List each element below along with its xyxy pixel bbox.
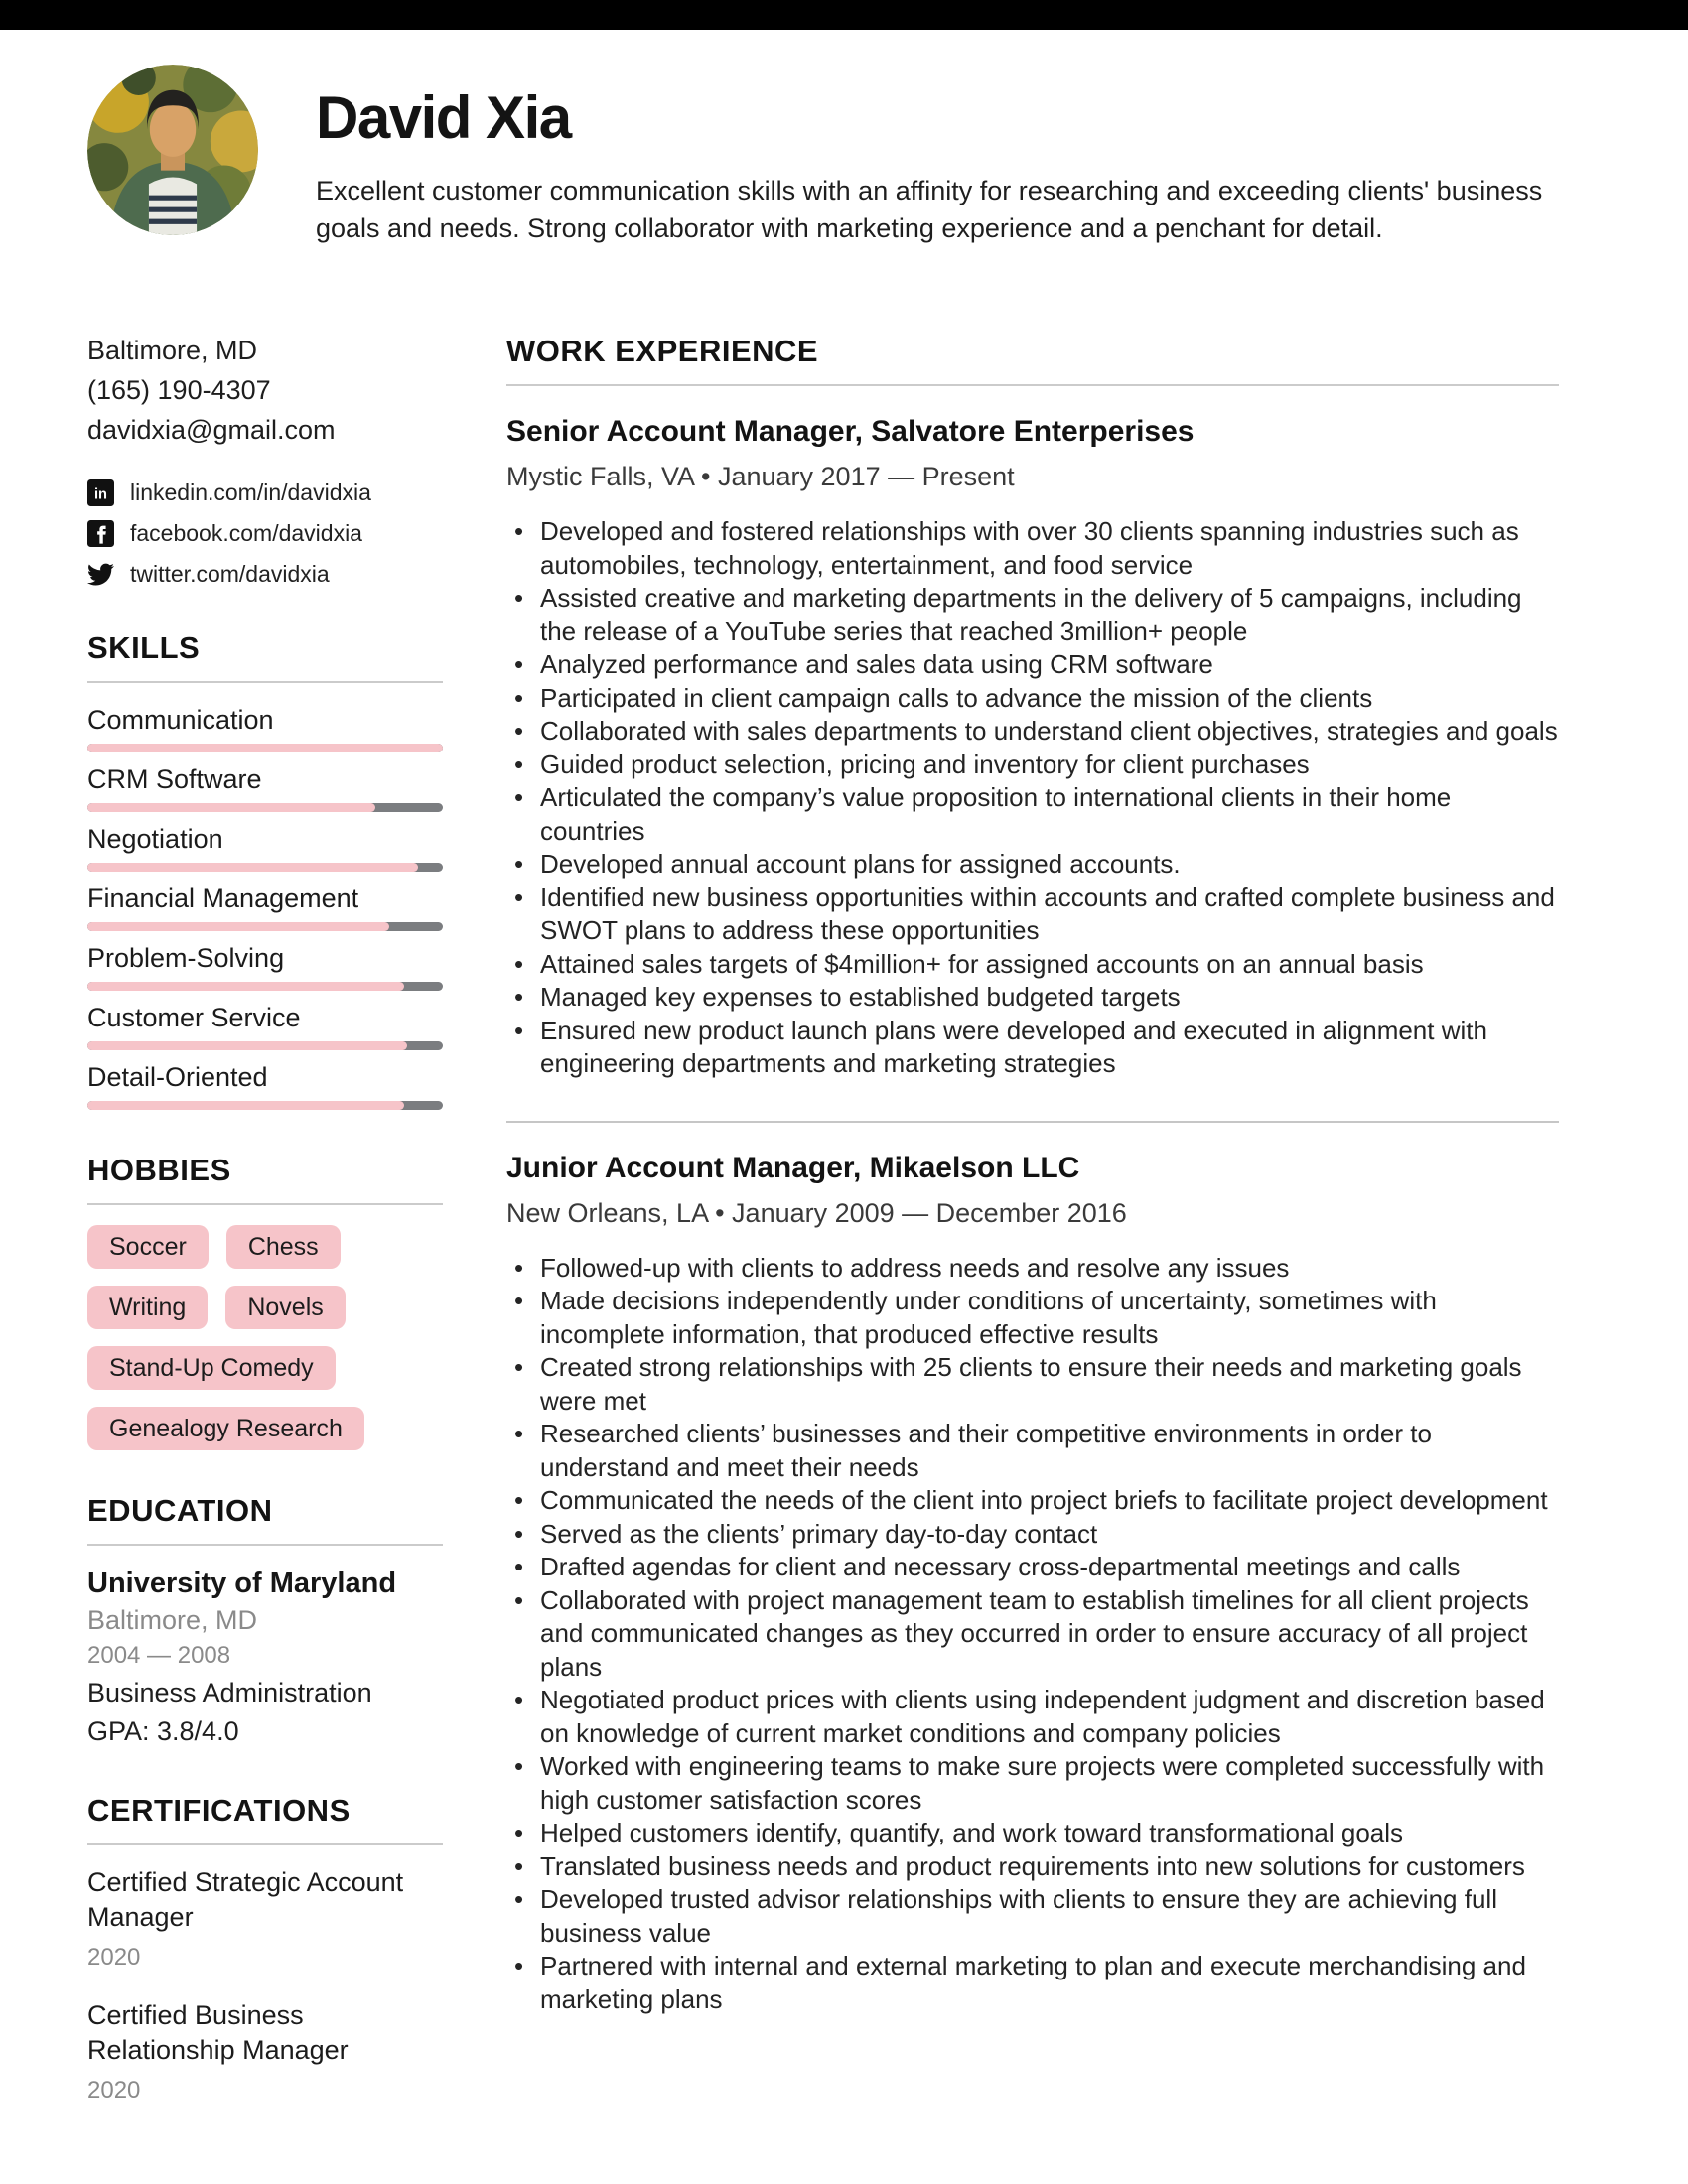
- social-link-twitter[interactable]: [87, 561, 443, 588]
- header-text: [316, 84, 1577, 247]
- certification-year: 2020: [87, 2077, 141, 2104]
- skill-progress-track: [87, 982, 443, 991]
- hobby-tag: Soccer: [87, 1225, 209, 1269]
- job-bullet: • Drafted agendas for client and necessary cross-departmental meetings and calls: [506, 1551, 1559, 1584]
- hobbies-section: [87, 1154, 443, 1450]
- education-location: Baltimore, MD: [87, 1605, 258, 1635]
- job-bullet: • Communicated the needs of the client into project briefs to facilitate project development: [506, 1484, 1559, 1518]
- section-divider: [506, 384, 1559, 386]
- skill-label: Detail-Oriented: [87, 1062, 268, 1092]
- skill-progress-fill: [87, 744, 443, 752]
- skill-label: Financial Management: [87, 884, 359, 913]
- job-bullet: • Analyzed performance and sales data using CRM software: [506, 648, 1559, 682]
- certification-entry: [87, 1998, 443, 2106]
- profile-photo-image: [87, 65, 258, 235]
- skills-list: [87, 705, 443, 1110]
- skill-label: Communication: [87, 705, 274, 735]
- skill-progress-fill: [87, 982, 404, 991]
- certification-entry: [87, 1865, 443, 1973]
- hobbies-heading: HOBBIES: [87, 1153, 231, 1187]
- job-bullet-list: [506, 515, 1559, 1081]
- certifications-heading: CERTIFICATIONS: [87, 1793, 351, 1828]
- job-entry: [506, 414, 1559, 1081]
- job-bullet: • Helped customers identify, quantify, and work toward transformational goals: [506, 1817, 1559, 1850]
- facebook-icon: [87, 520, 114, 547]
- skill-row: [87, 884, 443, 931]
- social-link-label: linkedin.com/in/davidxia: [130, 479, 371, 505]
- job-bullet: • Articulated the company’s value proposition to international clients in their home countries: [506, 781, 1559, 848]
- education-gpa: GPA: 3.8/4.0: [87, 1716, 239, 1746]
- job-bullet-list: [506, 1252, 1559, 2017]
- education-section: [87, 1494, 443, 1750]
- social-link-label: twitter.com/davidxia: [130, 561, 330, 587]
- skill-progress-fill: [87, 1041, 407, 1050]
- left-sidebar: [87, 247, 443, 2106]
- education-degree: Business Administration: [87, 1678, 372, 1707]
- job-bullet: • Partnered with internal and external marketing to plan and execute merchandising and marketing plans: [506, 1950, 1559, 2016]
- skill-row: [87, 824, 443, 872]
- contact-block: [87, 331, 443, 450]
- contact-email: davidxia@gmail.com: [87, 415, 336, 445]
- job-bullet: • Collaborated with sales departments to understand client objectives, strategies and goals: [506, 715, 1559, 749]
- job-bullet: • Identified new business opportunities within accounts and crafted complete business and SWOT plans to address these opportunities: [506, 882, 1559, 948]
- section-divider: [87, 681, 443, 683]
- job-bullet: • Ensured new product launch plans were developed and executed in alignment with engineering departments and marketing strategies: [506, 1015, 1559, 1081]
- resume-body: [0, 247, 1688, 2106]
- skill-progress-track: [87, 922, 443, 931]
- main-column: [506, 247, 1559, 2016]
- job-bullet: • Followed-up with clients to address needs and resolve any issues: [506, 1252, 1559, 1286]
- certifications-list: [87, 1865, 443, 2106]
- job-bullet: • Made decisions independently under conditions of uncertainty, sometimes with incomplete information, that produced effective results: [506, 1285, 1559, 1351]
- skill-row: [87, 1062, 443, 1110]
- skill-progress-fill: [87, 1101, 404, 1110]
- social-link-facebook[interactable]: [87, 520, 443, 547]
- social-links: [87, 479, 443, 588]
- education-school: University of Maryland: [87, 1568, 397, 1599]
- svg-text:in: in: [94, 486, 107, 503]
- social-link-linkedin[interactable]: [87, 479, 443, 506]
- twitter-icon: [87, 561, 114, 588]
- education-dates: 2004 — 2008: [87, 1642, 231, 1669]
- job-bullet: • Served as the clients’ primary day-to-day contact: [506, 1518, 1559, 1552]
- job-bullet: • Guided product selection, pricing and inventory for client purchases: [506, 749, 1559, 782]
- job-bullet: • Translated business needs and product requirements into new solutions for customers: [506, 1850, 1559, 1884]
- job-entry: [506, 1151, 1559, 2017]
- skill-row: [87, 943, 443, 991]
- skill-progress-track: [87, 803, 443, 812]
- job-bullet: • Assisted creative and marketing departments in the delivery of 5 campaigns, including the release of a YouTube series that reached 3million+ people: [506, 582, 1559, 648]
- section-divider: [87, 1843, 443, 1845]
- hobby-tag: Genealogy Research: [87, 1407, 364, 1450]
- linkedin-icon: [87, 479, 114, 506]
- skill-row: [87, 1003, 443, 1050]
- jobs-list: [506, 414, 1559, 2016]
- job-meta: Mystic Falls, VA • January 2017 — Present: [506, 462, 1015, 491]
- job-bullet: • Created strong relationships with 25 clients to ensure their needs and marketing goals were met: [506, 1351, 1559, 1418]
- job-bullet: • Developed annual account plans for assigned accounts.: [506, 848, 1559, 882]
- top-accent-bar: [0, 0, 1688, 30]
- work-experience-heading: WORK EXPERIENCE: [506, 334, 819, 368]
- hobby-tag: Stand-Up Comedy: [87, 1346, 336, 1390]
- hobbies-list: [87, 1225, 443, 1450]
- skill-progress-track: [87, 1041, 443, 1050]
- job-bullet: • Worked with engineering teams to make sure projects were completed successfully with high customer satisfaction scores: [506, 1750, 1559, 1817]
- hobby-tag: Writing: [87, 1286, 208, 1329]
- job-bullet: • Attained sales targets of $4million+ for assigned accounts on an annual basis: [506, 948, 1559, 982]
- hobby-tag: Chess: [226, 1225, 341, 1269]
- skill-label: Negotiation: [87, 824, 223, 854]
- skill-progress-fill: [87, 922, 389, 931]
- job-title: Senior Account Manager, Salvatore Enterperises: [506, 415, 1195, 448]
- candidate-name: David Xia: [316, 84, 571, 151]
- job-bullet: • Managed key expenses to established budgeted targets: [506, 981, 1559, 1015]
- skill-label: Problem-Solving: [87, 943, 285, 973]
- job-bullet: • Participated in client campaign calls to advance the mission of the clients: [506, 682, 1559, 716]
- job-bullet: • Negotiated product prices with clients using independent judgment and discretion based on knowledge of current market conditions and company policies: [506, 1684, 1559, 1750]
- education-entry: [87, 1566, 443, 1750]
- contact-location: Baltimore, MD: [87, 336, 258, 365]
- hobby-tag: Novels: [225, 1286, 345, 1329]
- skill-progress-track: [87, 863, 443, 872]
- job-bullet: • Developed trusted advisor relationships with clients to ensure they are achieving full business value: [506, 1883, 1559, 1950]
- certification-year: 2020: [87, 1944, 141, 1971]
- job-title: Junior Account Manager, Mikaelson LLC: [506, 1151, 1080, 1184]
- job-bullet: • Developed and fostered relationships with over 30 clients spanning industries such as automobiles, technology, entertainment, and food service: [506, 515, 1559, 582]
- profile-photo: [87, 65, 258, 235]
- skill-row: [87, 764, 443, 812]
- job-bullet: • Researched clients’ businesses and their competitive environments in order to understand and meet their needs: [506, 1418, 1559, 1484]
- job-bullet: • Collaborated with project management team to establish timelines for all client projects and communicated changes as they occurred in order to ensure accuracy of all project plans: [506, 1584, 1559, 1685]
- skill-progress-fill: [87, 863, 418, 872]
- skills-heading: SKILLS: [87, 630, 201, 665]
- education-heading: EDUCATION: [87, 1493, 273, 1528]
- contact-phone: (165) 190-4307: [87, 375, 271, 405]
- skill-progress-fill: [87, 803, 375, 812]
- skill-progress-track: [87, 1101, 443, 1110]
- certification-name: Certified Strategic Account Manager: [87, 1867, 404, 1932]
- certification-name: Certified Business Relationship Manager: [87, 2000, 349, 2065]
- skill-label: Customer Service: [87, 1003, 301, 1032]
- section-divider: [87, 1203, 443, 1205]
- profile-summary: Excellent customer communication skills with an affinity for researching and exceeding clients' business goals and needs. Strong collaborator with marketing experience and a penchant for detail.: [316, 176, 1543, 243]
- section-divider: [87, 1544, 443, 1546]
- skill-progress-track: [87, 744, 443, 752]
- job-divider: [506, 1121, 1559, 1123]
- certifications-section: [87, 1794, 443, 2106]
- social-link-label: facebook.com/davidxia: [130, 520, 362, 546]
- skills-section: [87, 631, 443, 1110]
- skill-row: [87, 705, 443, 752]
- resume-header: [0, 30, 1688, 247]
- skill-label: CRM Software: [87, 764, 262, 794]
- job-meta: New Orleans, LA • January 2009 — December 2016: [506, 1197, 1127, 1228]
